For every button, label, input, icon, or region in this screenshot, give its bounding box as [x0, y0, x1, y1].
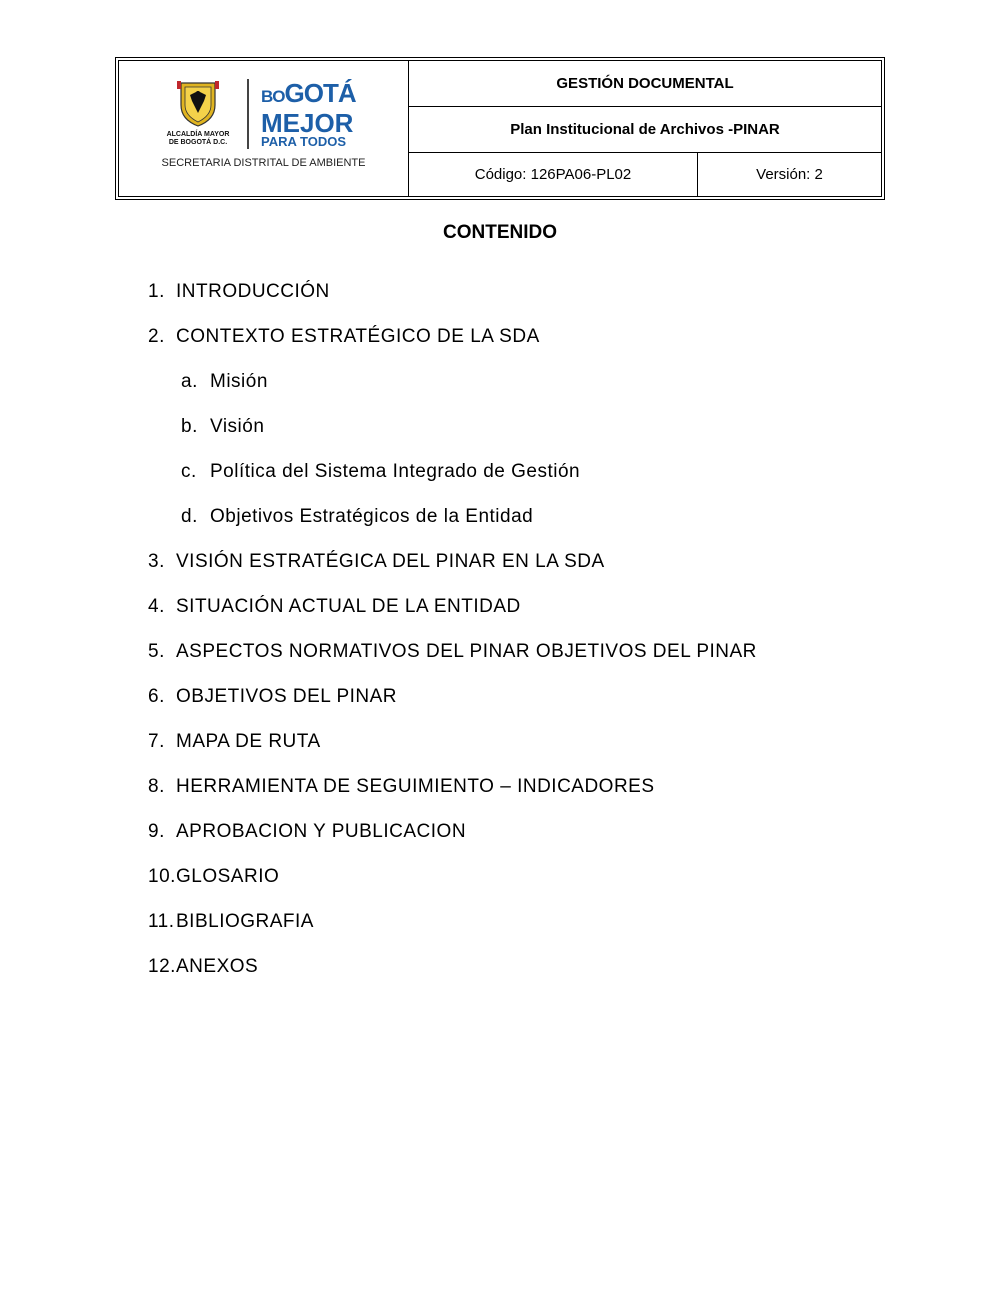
toc-item	[148, 775, 757, 820]
toc-label: MAPA DE RUTA	[176, 731, 321, 752]
toc-number: 7.	[148, 731, 165, 752]
toc-label: HERRAMIENTA DE SEGUIMIENTO – INDICADORES	[176, 776, 655, 797]
toc-item	[148, 910, 757, 955]
document-header	[115, 57, 885, 200]
toc-number: b.	[181, 416, 198, 437]
toc-item	[148, 865, 757, 910]
version-cell: Versión: 2	[756, 166, 823, 183]
toc-label: OBJETIVOS DEL PINAR	[176, 686, 398, 707]
gestion-cell: GESTIÓN DOCUMENTAL	[409, 61, 881, 107]
toc-label: APROBACION Y PUBLICACION	[176, 821, 467, 842]
page-title: CONTENIDO	[443, 222, 557, 243]
toc-number: c.	[181, 461, 197, 482]
toc-item	[148, 595, 757, 640]
coat-of-arms-icon	[173, 79, 223, 127]
toc-number: 8.	[148, 776, 165, 797]
logo-cell	[119, 61, 409, 196]
toc-item	[148, 955, 757, 1000]
alcaldia-label	[153, 131, 243, 147]
logo-divider	[247, 79, 249, 149]
toc-number: 10.	[148, 866, 176, 887]
toc-label: GLOSARIO	[176, 866, 280, 887]
toc-number: 6.	[148, 686, 165, 707]
toc-label: VISIÓN ESTRATÉGICA DEL PINAR EN LA SDA	[176, 551, 605, 572]
toc-subitem	[148, 415, 757, 460]
toc-subitem	[148, 505, 757, 550]
alcaldia-line1: ALCALDÍA MAYOR	[166, 131, 230, 138]
toc-item	[148, 820, 757, 865]
table-of-contents	[148, 280, 757, 1000]
toc-item	[148, 280, 757, 325]
toc-subitem	[148, 460, 757, 505]
toc-label: SITUACIÓN ACTUAL DE LA ENTIDAD	[176, 596, 521, 617]
toc-number: 11.	[148, 911, 175, 932]
bogota-logo	[261, 79, 356, 149]
plan-cell: Plan Institucional de Archivos -PINAR	[409, 107, 881, 153]
para-todos-text: PARA TODOS	[261, 134, 346, 149]
toc-item	[148, 550, 757, 595]
toc-number: 1.	[148, 281, 165, 302]
toc-number: 9.	[148, 821, 165, 842]
toc-label: ASPECTOS NORMATIVOS DEL PINAR OBJETIVOS DEL PINAR	[176, 641, 757, 662]
toc-label: Objetivos Estratégicos de la Entidad	[210, 506, 534, 527]
header-inner	[118, 60, 882, 197]
toc-number: d.	[181, 506, 198, 527]
bogota-prefix: BO	[261, 87, 285, 106]
toc-number: 12.	[148, 956, 176, 977]
toc-number: 3.	[148, 551, 165, 572]
toc-number: 5.	[148, 641, 165, 662]
toc-number: a.	[181, 371, 198, 392]
toc-label: ANEXOS	[176, 956, 259, 977]
alcaldia-line2: DE BOGOTÁ D.C.	[168, 139, 228, 146]
toc-number: 4.	[148, 596, 165, 617]
toc-item	[148, 685, 757, 730]
toc-item	[148, 325, 757, 370]
toc-label: CONTEXTO ESTRATÉGICO DE LA SDA	[176, 326, 540, 347]
toc-label: Visión	[210, 416, 265, 437]
toc-item	[148, 640, 757, 685]
toc-number: 2.	[148, 326, 165, 347]
bogota-main: GOTÁ	[284, 78, 356, 108]
toc-label: Política del Sistema Integrado de Gestión	[210, 461, 581, 482]
toc-item	[148, 730, 757, 775]
toc-subitem	[148, 370, 757, 415]
codigo-cell: Código: 126PA06-PL02	[409, 153, 698, 196]
secretaria-label: SECRETARIA DISTRITAL DE AMBIENTE	[161, 157, 366, 169]
toc-label: BIBLIOGRAFIA	[176, 911, 314, 932]
toc-label: INTRODUCCIÓN	[176, 281, 330, 302]
code-version-row	[409, 153, 881, 196]
mejor-text: MEJOR	[261, 108, 354, 138]
toc-label: Misión	[210, 371, 268, 392]
